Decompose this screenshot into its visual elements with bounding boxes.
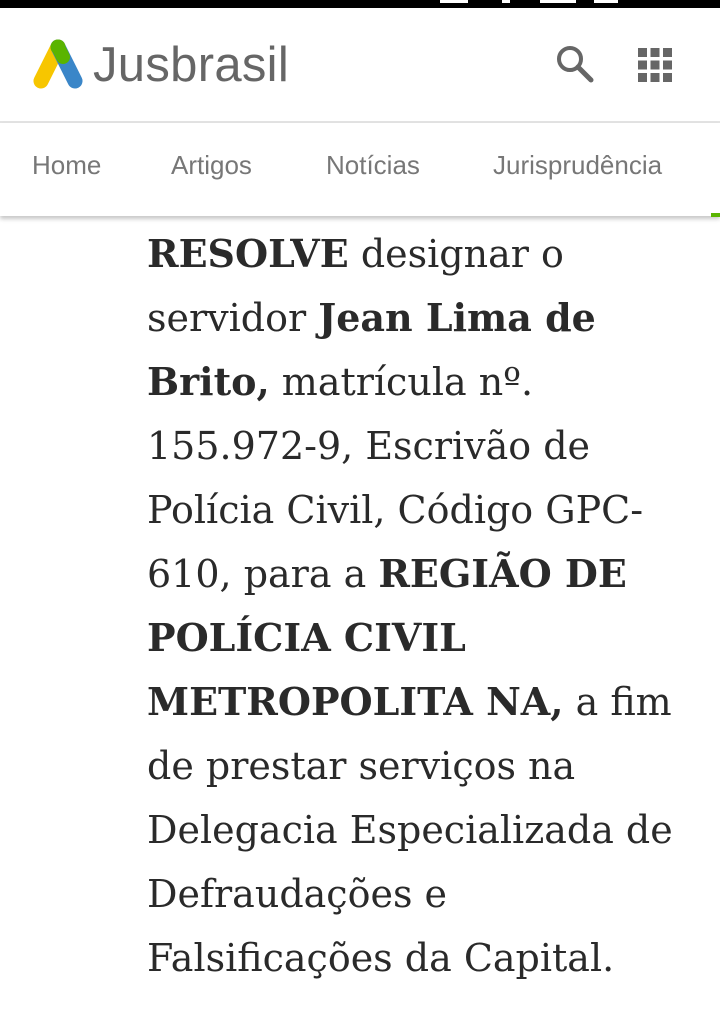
signal-icon (502, 0, 510, 3)
tab-jurisprudencia[interactable]: Jurisprudência (493, 150, 663, 180)
text-bold: RESOLVE (147, 231, 349, 276)
text-bold: Jean Lima de Brito, (147, 295, 596, 404)
wifi-icon (594, 0, 618, 3)
document-paragraph (147, 222, 687, 990)
text-regular: matrícula nº. 155.972-9, Escrivão de Polícia Civil, Código GPC-610, para a (147, 360, 644, 596)
apps-menu-button[interactable] (634, 44, 676, 86)
text-regular: a fim de prestar serviços na Delegacia Especializada de Defraudações e Falsificações da Capital. (147, 680, 673, 980)
battery-icon (440, 0, 468, 3)
tab-artigos[interactable]: Artigos (171, 150, 252, 180)
active-tab-indicator (711, 213, 720, 217)
nav-tabs (0, 123, 720, 216)
jusbrasil-logo-icon (30, 39, 86, 91)
search-icon (553, 42, 597, 86)
text-regular: designar o servidor (147, 232, 564, 340)
search-button[interactable] (553, 42, 597, 86)
app-header (0, 8, 720, 121)
jusbrasil-logo[interactable] (30, 37, 289, 93)
status-bar (0, 0, 720, 8)
apps-grid-icon (634, 44, 676, 86)
document-content (147, 222, 687, 990)
network-icon (540, 0, 576, 3)
tab-home[interactable]: Home (32, 150, 102, 180)
brand-name: Jusbrasil (93, 38, 290, 92)
text-bold: REGIÃO DE POLÍCIA CIVIL METROPOLITA NA, (147, 551, 627, 724)
tab-noticias[interactable]: Notícias (326, 150, 420, 180)
